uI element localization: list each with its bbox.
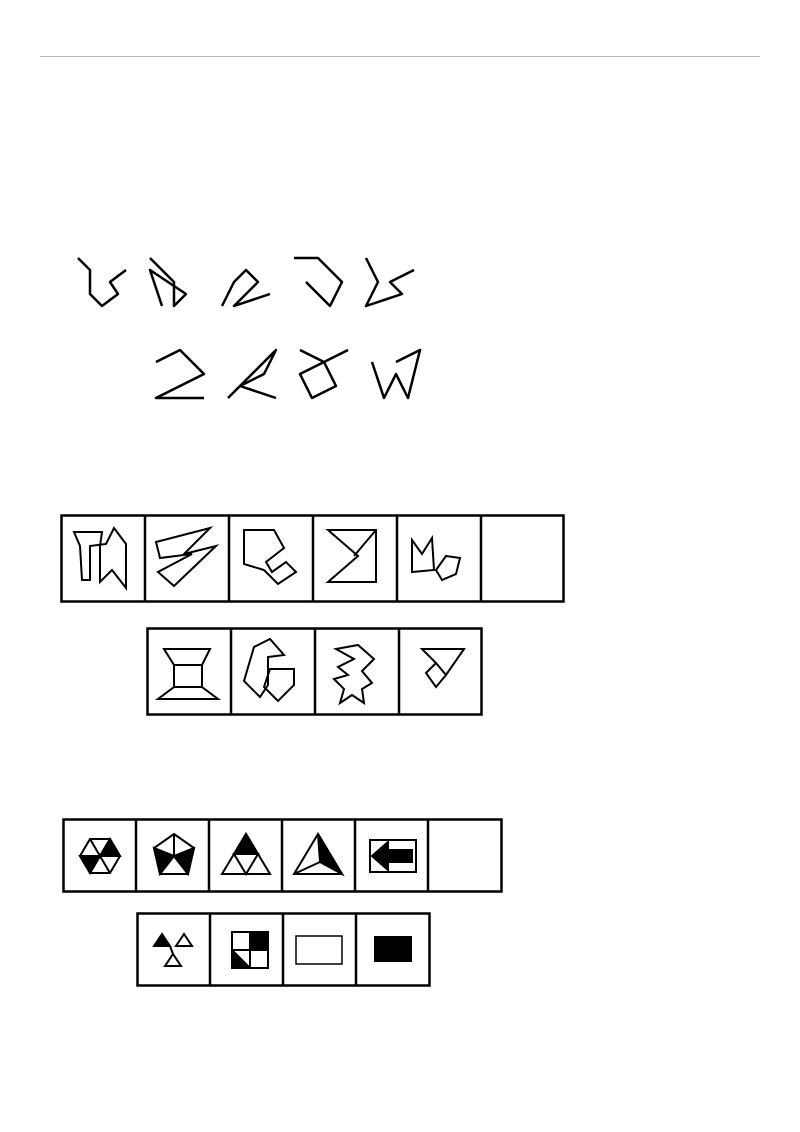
q72-option-d-shape — [422, 649, 464, 687]
q73-option-c-checkerboard — [296, 936, 342, 964]
q71-figure-1-path — [78, 258, 126, 306]
q73-option-d-rectangle — [374, 936, 412, 962]
q72-option-c-shape — [334, 645, 374, 703]
q71-option-b-path — [228, 350, 276, 398]
header-divider — [40, 56, 760, 57]
q71-figure-5-path — [366, 258, 414, 306]
q73-figure-5-arrow — [370, 840, 416, 872]
q73-figure-2-pentagon — [154, 834, 194, 874]
q73-figure-4-triangle — [294, 834, 342, 874]
q71-figure-2-path — [150, 258, 186, 306]
q72-figure-3-shape — [244, 530, 296, 584]
q72-option-figures — [146, 627, 486, 749]
q71-option-figures — [144, 338, 430, 450]
q73-figure-1-hexagon — [80, 839, 120, 873]
q72-figure-5-shape — [412, 538, 434, 572]
q72-question-figures — [60, 514, 566, 604]
q71-option-a-path — [156, 350, 204, 398]
q72-figure-1-shape — [74, 528, 126, 588]
q71-option-c-path — [300, 350, 348, 398]
q73-option-figures — [136, 912, 432, 1022]
q73-option-b-grid — [232, 932, 268, 968]
q71-figure-4-path — [294, 258, 342, 306]
q73-option-a-triangles — [154, 934, 192, 966]
q71-option-d-path — [372, 350, 420, 398]
q72-figure-5-part — [436, 556, 460, 580]
q72-option-a-shape — [158, 649, 218, 699]
q73-figure-3-triangles — [222, 834, 270, 874]
q73-question-figures — [62, 818, 504, 894]
q71-figure-3-path — [222, 270, 270, 306]
q72-figure-2-shape — [156, 528, 216, 586]
q71-question-figures — [66, 246, 500, 320]
